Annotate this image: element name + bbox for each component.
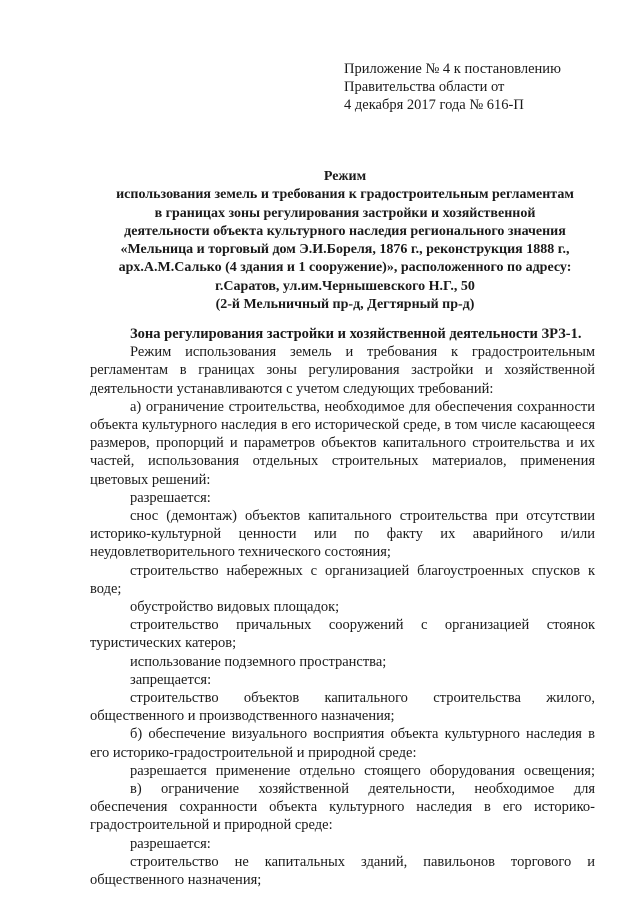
item-b-paragraph: б) обеспечение визуального восприятия объекта культурного наследия в его историко-градостроительной и природной среде: [90,726,595,761]
allowed-label-2: разрешается: [130,835,211,852]
moorings-paragraph: строительство причальных сооружений с организацией стоянок туристических катеров; [90,617,595,652]
forbidden-construction-paragraph: строительство объектов капитального строительства жилого, общественного и производственного назначения; [90,690,595,725]
appendix-line-2: Правительства области от [344,79,505,95]
title-line-2: использования земель и требования к градостроительным регламентам [116,187,574,203]
document-title [60,168,630,314]
forbidden-label-1: запрещается: [130,671,212,688]
appendix-note [344,60,624,114]
viewpoints-paragraph: обустройство видовых площадок; [130,599,340,616]
appendix-line-3: 4 декабря 2017 года № 616-П [344,97,524,113]
zone-heading: Зона регулирования застройки и хозяйственной деятельности ЗРЗ-1. [130,326,582,342]
demolition-paragraph: снос (демонтаж) объектов капитального строительства при отсутствии историко-культурной ценности или по факту их аварийного и/или неудовлетворительного технического состояния; [90,508,595,561]
title-line-8: (2-й Мельничный пр-д, Дегтярный пр-д) [215,297,475,313]
item-a-paragraph: а) ограничение строительства, необходимое для обеспечения сохранности объекта культурного наследия в его исторической среде, в том числе касающееся размеров, пропорций и параметров объектов капитального строительства и их частей, использования отдельных строительных материалов, применения цветовых решений: [90,398,595,488]
title-line-4: деятельности объекта культурного наследия регионального значения [124,223,566,239]
title-line-7: г.Саратов, ул.им.Чернышевского Н.Г., 50 [215,278,475,294]
lighting-paragraph: разрешается применение отдельно стоящего оборудования освещения; [130,762,595,779]
appendix-line-1: Приложение № 4 к постановлению [344,61,561,77]
title-line-6: арх.А.М.Салько (4 здания и 1 сооружение)», расположенного по адресу: [118,260,572,276]
title-line-3: в границах зоны регулирования застройки и хозяйственной [154,205,536,221]
title-line-1: Режим [323,169,367,184]
underground-paragraph: использование подземного пространства; [130,653,387,670]
title-line-5: «Мельница и торговый дом Э.И.Бореля, 1876 г., реконструкция 1888 г., [120,242,570,258]
intro-paragraph: Режим использования земель и требования к градостроительным регламентам в границах зоны регулирования застройки и хозяйственной деятельности устанавливаются с учетом следующих требований: [90,344,595,397]
document-body [90,325,595,889]
allowed-label-1: разрешается: [130,489,211,506]
item-v-paragraph: в) ограничение хозяйственной деятельности, необходимое для обеспечения сохранности объекта культурного наследия в его историко-градостроительной и природной среде: [90,781,595,834]
non-capital-paragraph: строительство не капитальных зданий, павильонов торгового и общественного назначения; [90,853,595,889]
embankments-paragraph: строительство набережных с организацией благоустроенных спусков к воде; [90,562,595,597]
